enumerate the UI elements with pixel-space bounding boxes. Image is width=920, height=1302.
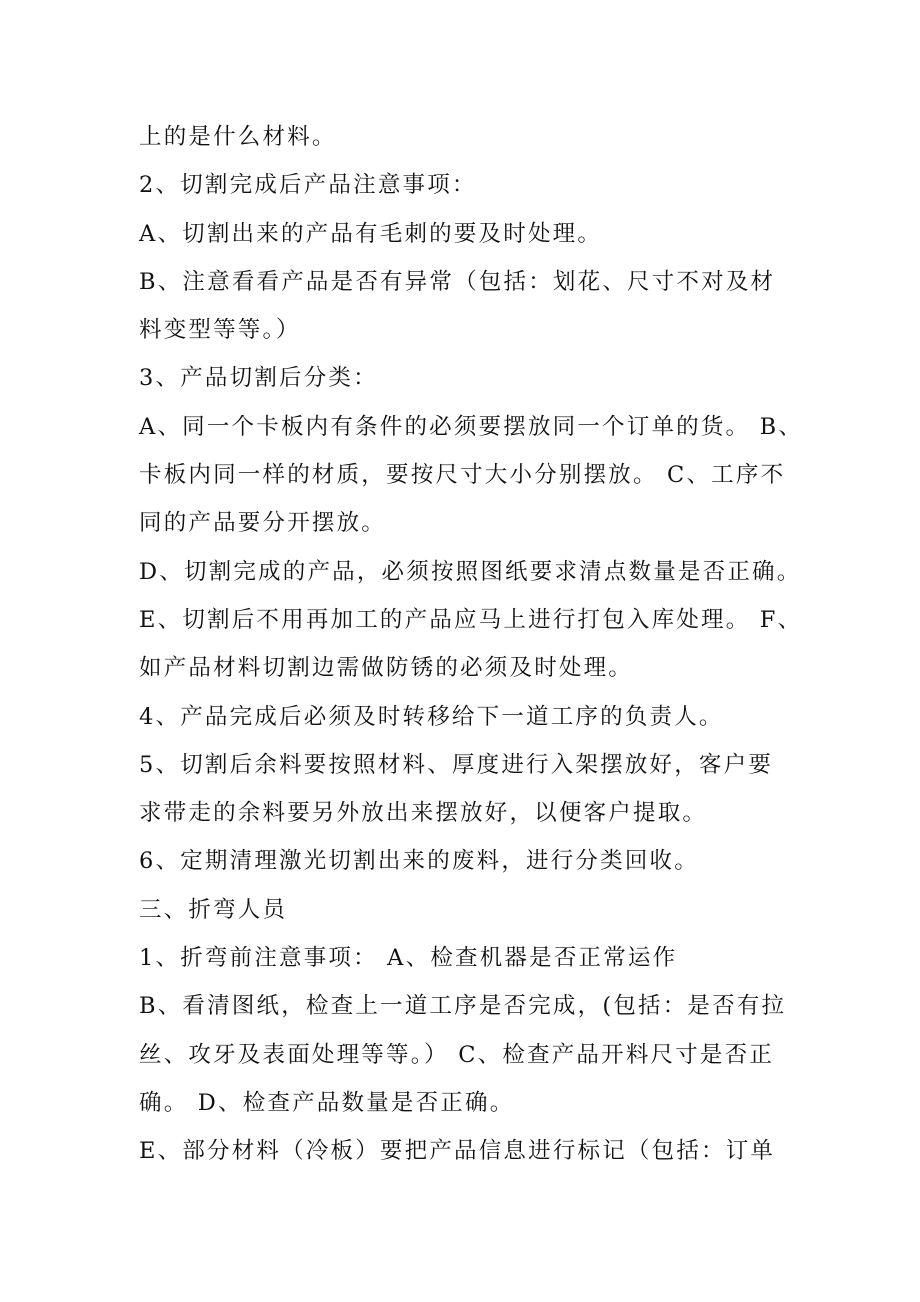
text-line: 上的是什么材料。 [139,124,337,150]
text-line: E、部分材料（冷板）要把产品信息进行标记（包括：订单 [139,1138,776,1165]
text-line: 确。 D、检查产品数量是否正确。 [139,1089,515,1116]
document-body [139,113,804,1176]
text-line: E、切割后不用再加工的产品应马上进行打包入库处理。 F、 [139,606,803,633]
text-line: 1、折弯前注意事项： A、检查机器是否正常运作 [139,945,678,972]
text-line: A、切割出来的产品有毛刺的要及时处理。 [139,220,603,247]
text-line: A、同一个卡板内有条件的必须要摆放同一个订单的货。 B、 [139,413,804,440]
text-line: 同的产品要分开摆放。 [139,510,387,537]
section-heading: 2、切割完成后产品注意事项： [139,172,477,199]
text-line: 求带走的余料要另外放出来摆放好，以便客户提取。 [139,800,708,827]
text-line: B、看清图纸，检查上一道工序是否完成，(包括：是否有拉 [139,993,787,1020]
text-line: 料变型等等。） [139,317,301,344]
text-line: 4、产品完成后必须及时转移给下一道工序的负责人。 [139,703,724,730]
text-line: 丝、攻牙及表面处理等等。） C、检查产品开料尺寸是否正 [139,1041,775,1068]
text-line: B、注意看看产品是否有异常（包括：划花、尺寸不对及材 [139,268,776,295]
section-heading: 3、产品切割后分类： [139,365,378,392]
text-line: 卡板内同一样的材质，要按尺寸大小分别摆放。 C、工序不 [139,462,786,489]
section-heading: 三、折弯人员 [139,896,288,923]
text-line: D、切割完成的产品，必须按照图纸要求清点数量是否正确。 [139,558,802,585]
text-line: 5、切割后余料要按照材料、厚度进行入架摆放好，客户要 [139,751,774,778]
text-line: 6、定期清理激光切割出来的废料，进行分类回收。 [139,848,699,875]
text-line: 如产品材料切割边需做防锈的必须及时处理。 [139,655,634,682]
